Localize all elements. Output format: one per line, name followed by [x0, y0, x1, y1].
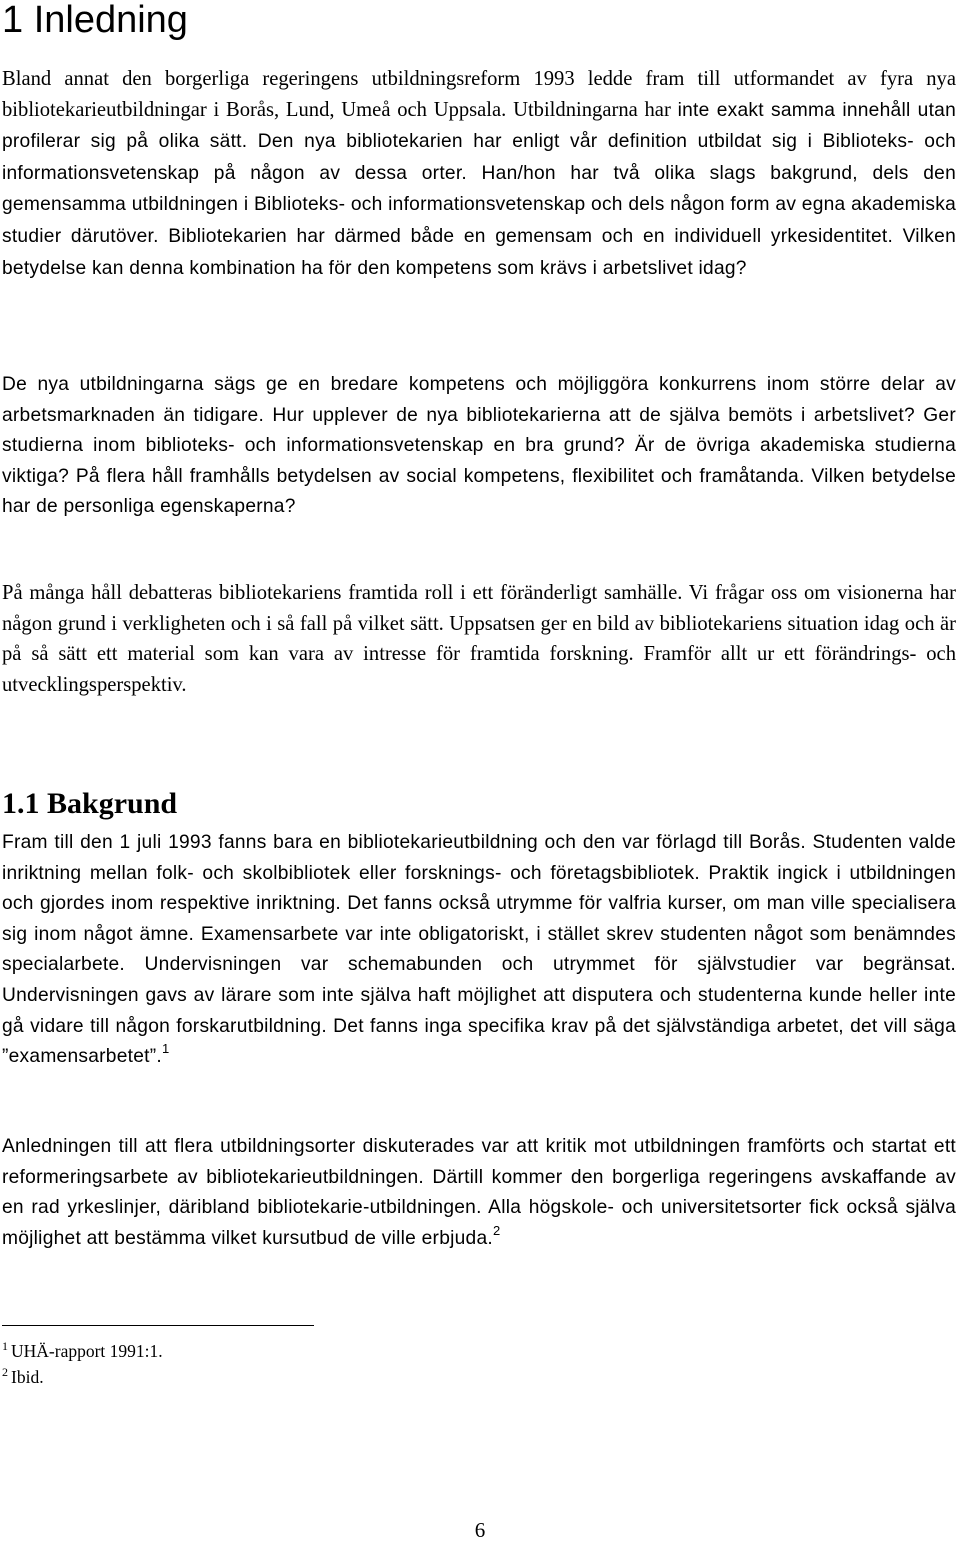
footnote-number: 2 — [2, 1365, 8, 1379]
footnote-ref-1: 1 — [161, 1041, 170, 1057]
intro-paragraph-1-part-serif: Bland annat den borgerliga regeringens utbildningsreform 1993 ledde fram till utformandet av fyra nya bibliotekarieutbildningar i Borås, Lund, Umeå och Uppsala. Utbildningarna har — [2, 68, 956, 121]
footnotes — [2, 1338, 163, 1390]
footnote-number: 1 — [2, 1339, 8, 1353]
footnote-1 — [2, 1338, 163, 1364]
footnote-divider — [2, 1325, 314, 1326]
intro-paragraph-3: På många håll debatteras bibliotekariens framtida roll i ett föränderligt samhälle. Vi frågar oss om visionerna har någon grund i verkligheten och i så fall på vilket sätt. Uppsatsen ger en bild av bibliotekariens situation idag och är på så sätt ett material som kan vara av intresse för framtida forskning. Framför allt ur ett förändrings- och utvecklingsperspektiv. — [2, 582, 956, 696]
chapter-title: 1 Inledning — [2, 0, 188, 41]
background-paragraph-1 — [2, 828, 956, 1073]
footnote-text: UHÄ-rapport 1991:1. — [11, 1341, 163, 1361]
background-paragraph-2 — [2, 1132, 956, 1254]
intro-paragraph-2: De nya utbildningarna sägs ge en bredare kompetens och möjliggöra konkurrens inom större delar av arbetsmarknaden än tidigare. Hur upplever de nya bibliotekarierna att de själva bemöts i arbetslivet? Ger studierna inom biblioteks- och informationsvetenskap en bra grund? Är de övriga akademiska studierna viktiga? På flera håll framhålls betydelsen av social kompetens, flexibilitet och framåtanda. Vilken betydelse har de personliga egenskaperna? — [2, 374, 956, 518]
page-number: 6 — [474, 1518, 486, 1542]
background-paragraph-2-text: Anledningen till att flera utbildningsorter diskuterades var att kritik mot utbildningen framförts och startat ett reformeringsarbete av bibliotekarieutbildningen. Därtill kommer den borgerliga regeringens avskaffande av en rad yrkeslinjer, däribland bibliotekarie-utbildningen. Alla högskole- och universitetsorter fick också själva möjlighet att bestämma vilket kursutbud de ville erbjuda. — [2, 1136, 956, 1249]
footnote-text: Ibid. — [11, 1367, 44, 1387]
footnote-2 — [2, 1364, 163, 1390]
footnote-ref-2: 2 — [492, 1222, 501, 1238]
intro-paragraph-1-part-sans: inte exakt samma innehåll utan profilerar sig på olika sätt. Den nya bibliotekarien har enligt vår definition utbildat sig i Biblioteks- och informationsvetenskap på någon av dessa orter. Han/hon har två olika slags bakgrund, dels den gemensamma utbildningen i Biblioteks- och informationsvetenskap och dels någon form av egna akademiska studier därutöver. Bibliotekarien har därmed både en gemensam och en individuell yrkesidentitet. Vilken betydelse kan denna kombination ha för den kompetens som krävs i arbetslivet idag? — [2, 99, 957, 279]
intro-paragraph-1 — [2, 64, 956, 284]
section-title: 1.1 Bakgrund — [2, 787, 178, 820]
background-paragraph-1-text: Fram till den 1 juli 1993 fanns bara en bibliotekarieutbildning och den var förlagd till Borås. Studenten valde inriktning mellan folk- och skolbibliotek eller forsknings- och företagsbibliotek. Praktik ingick i utbildningen och gjordes inom respektive inriktning. Det fanns också utrymme för valfria kurser, om man ville specialisera sig inom något ämne. Examensarbete var inte obligatoriskt, i stället skrev studenten något som benämndes specialarbete. Undervisningen var schemabunden och utrymmet för självstudier var begränsat. Undervisningen gavs av lärare som inte själva haft möjlighet att disputera och studenterna kunde heller inte gå vidare till någon forskarutbildning. Det fanns inga specifika krav på det självständiga arbetet, det vill säga ”examensarbetet”. — [2, 832, 956, 1068]
